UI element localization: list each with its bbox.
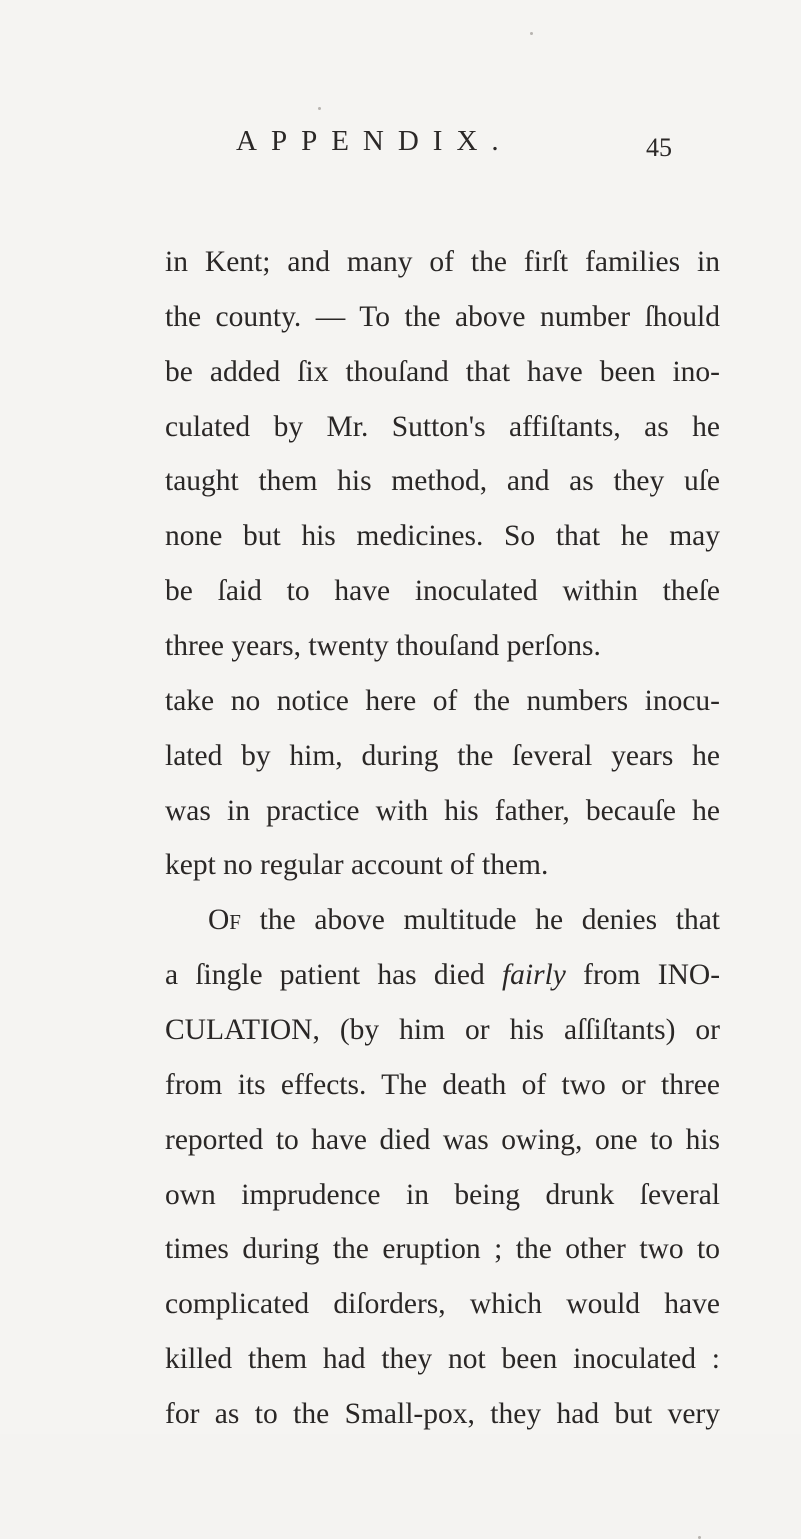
text-line: complicated diſorders, which would have bbox=[165, 1288, 720, 1321]
text-line: three years, twenty thouſand perſons. bbox=[165, 630, 601, 662]
text-line: be added ſix thouſand that have been ino- bbox=[165, 355, 720, 388]
text-line: taught them his method, and as they uſe bbox=[165, 465, 720, 498]
text-line: take no notice here of the numbers inocu- bbox=[165, 684, 720, 717]
text-line: be ſaid to have inoculated within theſe bbox=[165, 575, 720, 608]
text-line: none but his medicines. So that he may bbox=[165, 520, 720, 553]
page-number: 45 bbox=[646, 133, 672, 162]
running-head: APPENDIX. bbox=[236, 125, 513, 157]
text-line: from its effects. The death of two or three bbox=[165, 1068, 720, 1101]
paragraph-opening-line bbox=[208, 900, 720, 940]
text-line: kept no regular account of them. bbox=[165, 849, 549, 882]
text-line: CULATION, (by him or his aſſiſtants) or bbox=[165, 1014, 720, 1046]
text-line: times during the eruption ; the other two to bbox=[165, 1233, 720, 1266]
italic-word: fairly bbox=[501, 959, 566, 992]
paper-speck bbox=[318, 107, 321, 110]
text-line: the county. — To the above number ſhould bbox=[165, 300, 720, 333]
text-line: was in practice with his father, becauſe he bbox=[165, 794, 720, 827]
text-line: lated by him, during the ſeveral years he bbox=[165, 739, 720, 772]
text-span: the above multitude he denies that bbox=[259, 904, 720, 937]
text-line bbox=[165, 955, 720, 995]
text-line: killed them had they not been inoculated : bbox=[165, 1343, 720, 1376]
text-line: culated by Mr. Sutton's affiſtants, as he bbox=[165, 410, 720, 443]
text-line: for as to the Small-pox, they had but very bbox=[165, 1398, 720, 1430]
paper-speck bbox=[530, 32, 533, 35]
text-span: a ſingle patient has died bbox=[165, 959, 485, 992]
text-line: reported to have died was owing, one to his bbox=[165, 1123, 720, 1156]
text-line: own imprudence in being drunk ſeveral bbox=[165, 1178, 720, 1211]
paragraph-dropcap: Of bbox=[208, 904, 241, 937]
page-header bbox=[0, 125, 801, 175]
text-line: in Kent; and many of the firſt families in bbox=[165, 246, 720, 278]
text-span: from INO- bbox=[583, 959, 720, 992]
